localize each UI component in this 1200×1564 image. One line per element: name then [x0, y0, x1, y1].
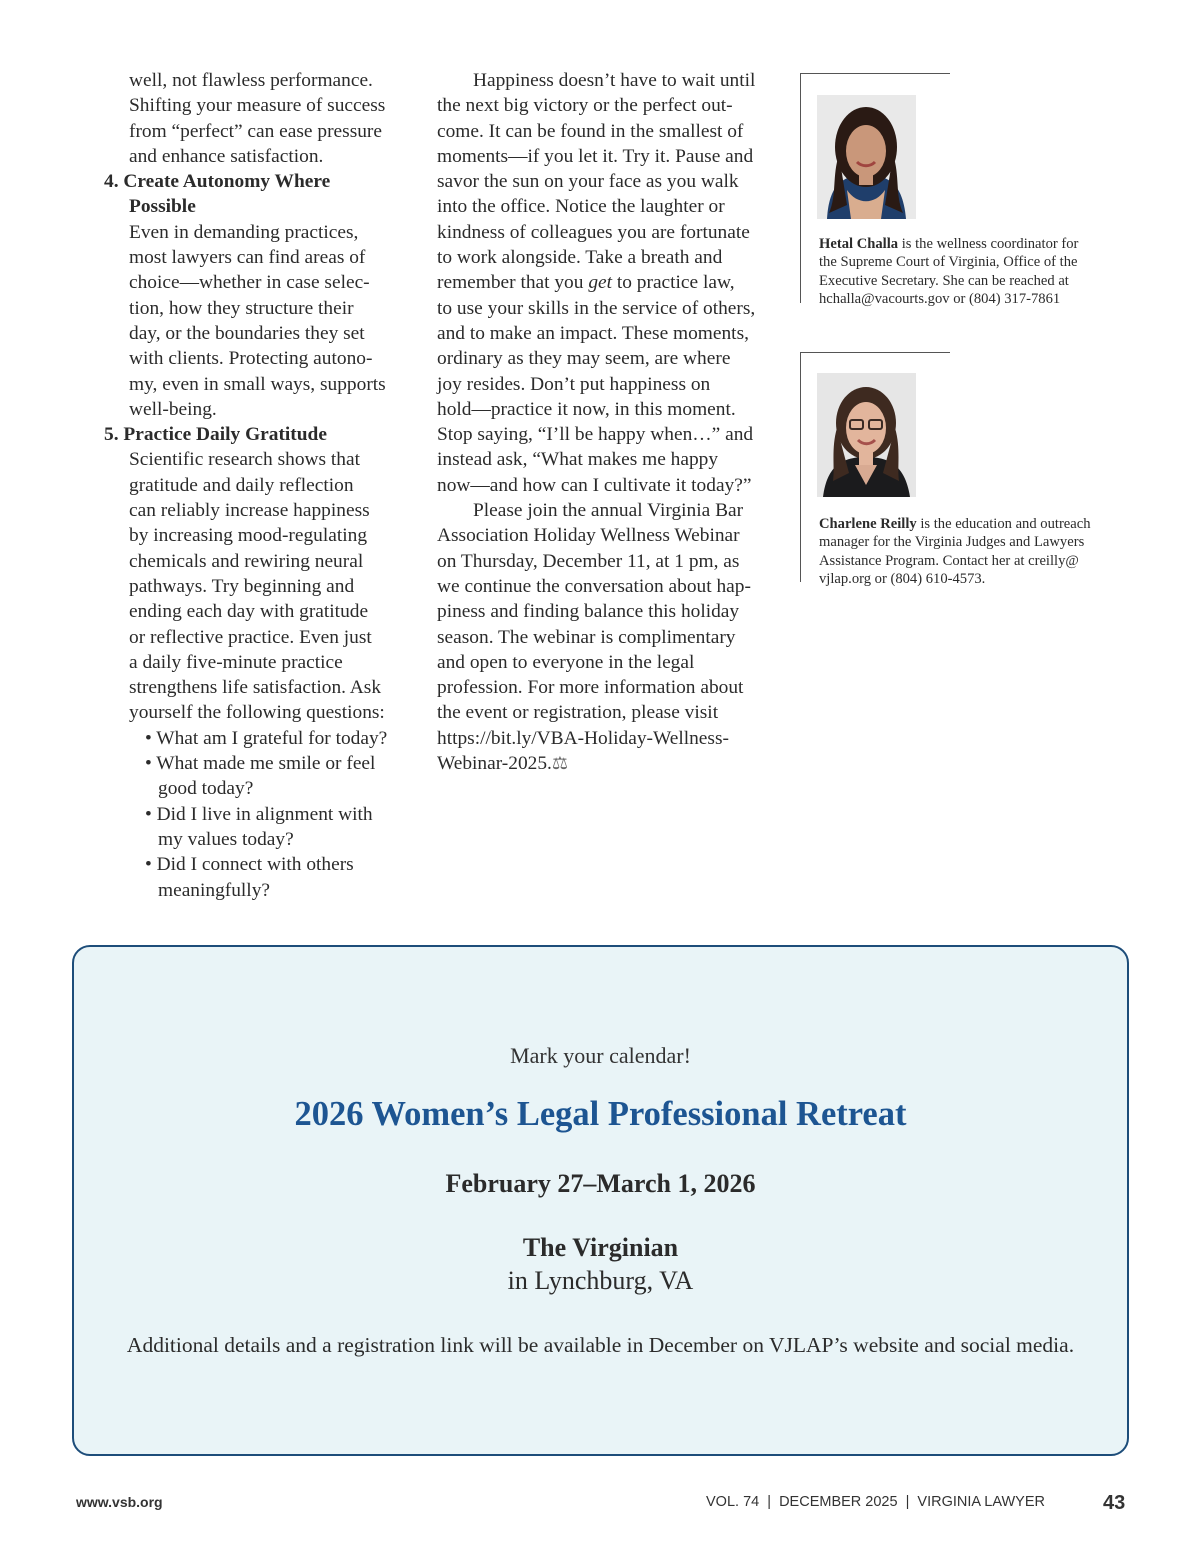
announcement-dates: February 27–March 1, 2026 [445, 1169, 756, 1198]
text-line: profession. For more information about [437, 677, 744, 699]
text-line: and enhance satisfaction. [129, 145, 324, 167]
text-line: from “perfect” can ease pressure [129, 120, 382, 142]
author-bio-challa [800, 73, 1120, 308]
text-line: to work alongside. Take a breath and [437, 247, 723, 269]
text-line: Executive Secretary. She can be reached at [819, 272, 1069, 289]
text-line: instead ask, “What makes me happy [437, 449, 719, 471]
text-line: the next big victory or the perfect out- [437, 95, 733, 117]
text-line: Stop saying, “I’ll be happy when…” and [437, 424, 754, 446]
text-line: Happiness doesn’t have to wait until [473, 70, 756, 91]
list-item-cont: my values today? [158, 828, 294, 850]
text-line: the event or registration, please visit [437, 702, 719, 724]
text-line: yourself the following questions: [129, 702, 385, 724]
article-column-1 [104, 68, 414, 903]
text-line: with clients. Protecting autono- [129, 348, 373, 370]
text-line: by increasing mood-regulating [129, 525, 368, 547]
article-column-2 [437, 68, 772, 776]
author-bio-reilly [800, 352, 1120, 587]
text-line: a daily five-minute practice [129, 651, 343, 673]
text-line: tion, how they structure their [129, 297, 354, 319]
text-line: now—and how can I cultivate it today?” [437, 474, 752, 496]
list-item-cont: meaningfully? [158, 879, 270, 901]
text-line: chemicals and rewiring neural [129, 550, 364, 572]
text-line: well-being. [129, 398, 217, 420]
author-contact[interactable]: hchalla@vacourts.gov or (804) 317-7861 [819, 291, 1061, 308]
footer-website-link[interactable]: www.vsb.org [76, 1494, 163, 1510]
text-line: come. It can be found in the smallest of [437, 120, 744, 142]
list-item-cont: good today? [158, 778, 254, 800]
bio-rule [800, 73, 801, 303]
text-line [819, 235, 1119, 253]
item-5-heading: 5. Practice Daily Gratitude [104, 424, 327, 446]
author-name: Hetal Challa [819, 236, 899, 252]
page-number: 43 [1103, 1492, 1126, 1514]
author-contact[interactable]: vjlap.org or (804) 610-4573. [819, 571, 986, 588]
text-line: pathways. Try beginning and [129, 575, 355, 597]
announcement-note: Additional details and a registration link will be available in December on VJLAP’s website and social media. [126, 1333, 1075, 1357]
text-line: and to make an impact. These moments, [437, 322, 749, 344]
bio-text-reilly [819, 515, 1119, 589]
text-line: most lawyers can find areas of [129, 247, 366, 269]
author-photo-challa [817, 95, 916, 219]
text-line: hold—practice it now, in this moment. [437, 398, 736, 420]
item-4-heading: 4. Create Autonomy Where [104, 171, 331, 193]
text-line: joy resides. Don’t put happiness on [437, 373, 711, 395]
text-line: Association Holiday Wellness Webinar [437, 525, 740, 547]
col1-intro [104, 68, 414, 169]
announcement-title: 2026 Women’s Legal Professional Retreat [294, 1095, 907, 1133]
author-name: Charlene Reilly [819, 516, 917, 532]
portrait-image [817, 95, 916, 219]
text-line: strengthens life satisfaction. Ask [129, 677, 382, 699]
portrait-image [817, 373, 916, 497]
webinar-link-end[interactable]: Webinar-2025. [437, 753, 552, 775]
author-photo-reilly [817, 373, 916, 497]
text-line: can reliably increase happiness [129, 500, 370, 522]
text-line: into the office. Notice the laughter or [437, 196, 725, 218]
scales-of-justice-icon: ⚖ [551, 753, 569, 774]
announcement-venue: The Virginian [522, 1233, 679, 1262]
text-fragment: is the wellness coordinator for [898, 236, 1079, 252]
text-line: piness and finding balance this holiday [437, 601, 740, 623]
list-item: • Did I connect with others [145, 854, 354, 876]
text-line: and open to everyone in the legal [437, 651, 695, 673]
gratitude-question-list [104, 726, 414, 903]
text-line: ordinary as they may seem, are where [437, 348, 731, 370]
list-item: • What made me smile or feel [145, 753, 376, 775]
text-line: we continue the conversation about hap- [437, 575, 751, 597]
text-line [437, 270, 772, 295]
text-line: well, not flawless performance. [129, 70, 373, 91]
text-line: kindness of colleagues you are fortunate [437, 221, 750, 243]
webinar-link-line[interactable]: https://bit.ly/VBA-Holiday-Wellness- [437, 727, 729, 749]
bio-text-challa [819, 235, 1119, 309]
bio-rule [800, 352, 950, 353]
list-item: • Did I live in alignment with [145, 803, 373, 825]
text-fragment: to practice law, [612, 272, 735, 294]
text-line: Please join the annual Virginia Bar [473, 500, 744, 522]
retreat-announcement-box [72, 945, 1129, 1456]
text-line: savor the sun on your face as you walk [437, 171, 739, 193]
text-line: the Supreme Court of Virginia, Office of the [819, 254, 1078, 271]
text-line: season. The webinar is complimentary [437, 626, 736, 648]
text-line: or reflective practice. Even just [129, 626, 372, 648]
item-4-heading-cont: Possible [129, 196, 196, 218]
bio-rule [800, 352, 801, 582]
item-5 [104, 422, 414, 903]
text-line: moments—if you let it. Try it. Pause and [437, 145, 754, 167]
text-line: manager for the Virginia Judges and Lawyers [819, 534, 1085, 551]
paragraph-happiness [437, 68, 772, 498]
text-line: my, even in small ways, supports [129, 373, 386, 395]
text-line: choice—whether in case selec- [129, 272, 370, 294]
text-fragment: is the education and outreach [916, 516, 1091, 532]
text-line [819, 515, 1119, 533]
text-line: on Thursday, December 11, at 1 pm, as [437, 550, 740, 572]
announcement-location: in Lynchburg, VA [507, 1266, 694, 1295]
text-line: ending each day with gratitude [129, 601, 369, 623]
text-line: day, or the boundaries they set [129, 322, 365, 344]
text-line: Shifting your measure of success [129, 95, 386, 117]
bio-rule [800, 73, 950, 74]
announcement-kicker: Mark your calendar! [510, 1043, 691, 1068]
list-item: • What am I grateful for today? [145, 727, 388, 749]
text-line: Scientific research shows that [129, 449, 360, 471]
text-line: Even in demanding practices, [129, 221, 359, 243]
emphasis-text: get [588, 272, 613, 294]
text-line: gratitude and daily reflection [129, 474, 354, 496]
text-line [437, 751, 772, 776]
text-line: to use your skills in the service of others, [437, 297, 756, 319]
footer-issue-info: VOL. 74 | DECEMBER 2025 | VIRGINIA LAWYER [706, 1494, 1046, 1510]
text-fragment: remember that you [437, 272, 589, 294]
paragraph-webinar [437, 498, 772, 776]
item-4 [104, 169, 414, 422]
author-contact[interactable]: Assistance Program. Contact her at creilly@ [819, 552, 1079, 569]
